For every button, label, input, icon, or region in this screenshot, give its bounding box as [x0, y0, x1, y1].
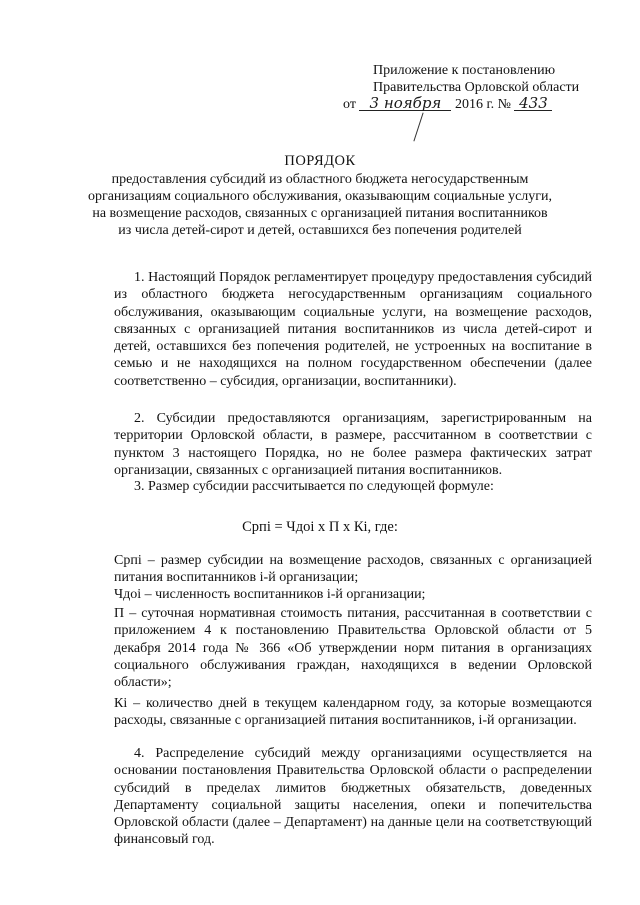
year-text: 2016 г. №	[454, 97, 511, 112]
subtitle-line: на возмещение расходов, связанных с организацией питания воспитанников	[92, 206, 548, 221]
appendix-line-2: Правительства Орловской области	[373, 80, 580, 95]
appendix-date-line	[343, 96, 603, 113]
appendix-header	[343, 62, 603, 113]
paragraph-2: 2. Субсидии предоставляются организациям, зарегистрированным на территории Орловской области, в размере, рассчитанном в соответствии с пунктом 3 настоящего Порядка, но не более размера фактических затрат организации, связанных с организацией питания воспитанников.	[114, 411, 592, 478]
handwritten-date: 3 ноября	[359, 96, 451, 111]
definition-p: П – суточная нормативная стоимость питания, рассчитанная в соответствии с приложением 4 к постановлению Правительства Орловской области от 5 декабря 2014 года № 366 «Об утверждении норм питания в организациях социального обслуживания граждан, находящихся в ведении Орловской области»;	[114, 606, 592, 691]
paragraph-4: 4. Распределение субсидий между организациями осуществляется на основании постановления Правительства Орловской области о распределении субсидий в пределах лимитов бюджетных обязательств, доведенных Департаменту социальной защиты населения, опеки и попечительства Орловской области (далее – Департамент) на данные цели на соответствующий финансовый год.	[114, 746, 592, 848]
date-prefix: от	[343, 97, 356, 112]
subtitle-line: из числа детей-сирот и детей, оставшихся без попечения родителей	[118, 223, 522, 238]
definition-chdoi: Чдоі – численность воспитанников і-й организации;	[114, 587, 426, 602]
formula: Српі = Чдоі х П х Кі, где:	[242, 519, 398, 535]
definition-srpi: Српі – размер субсидии на возмещение расходов, связанных с организацией питания воспитанников і-й организации;	[114, 553, 592, 586]
signature-stroke	[413, 113, 423, 142]
definition-ki: Кі – количество дней в текущем календарном году, за которые возмещаются расходы, связанные с организацией питания воспитанников, і-й организации.	[114, 696, 592, 729]
appendix-line-1: Приложение к постановлению	[373, 63, 556, 78]
document-title: ПОРЯДОК	[284, 153, 356, 169]
handwritten-number: 433	[514, 96, 552, 111]
paragraph-1: 1. Настоящий Порядок регламентирует процедуру предоставления субсидий из областного бюджета негосударственным организациям социального обслуживания, оказывающим социальные услуги, на возмещение расходов, связанных с организацией питания воспитанников из числа детей-сирот и детей, оставшихся без попечения родителей, не устроенных на воспитание в семью и не находящихся на полном государственном обеспечении (далее соответственно – субсидия, организации, воспитанники).	[114, 270, 592, 389]
document-subtitle	[70, 171, 570, 239]
subtitle-line: предоставления субсидий из областного бюджета негосударственным	[111, 172, 529, 187]
paragraph-3: 3. Размер субсидии рассчитывается по следующей формуле:	[134, 479, 494, 494]
subtitle-line: организациям социального обслуживания, оказывающим социальные услуги,	[87, 189, 553, 204]
